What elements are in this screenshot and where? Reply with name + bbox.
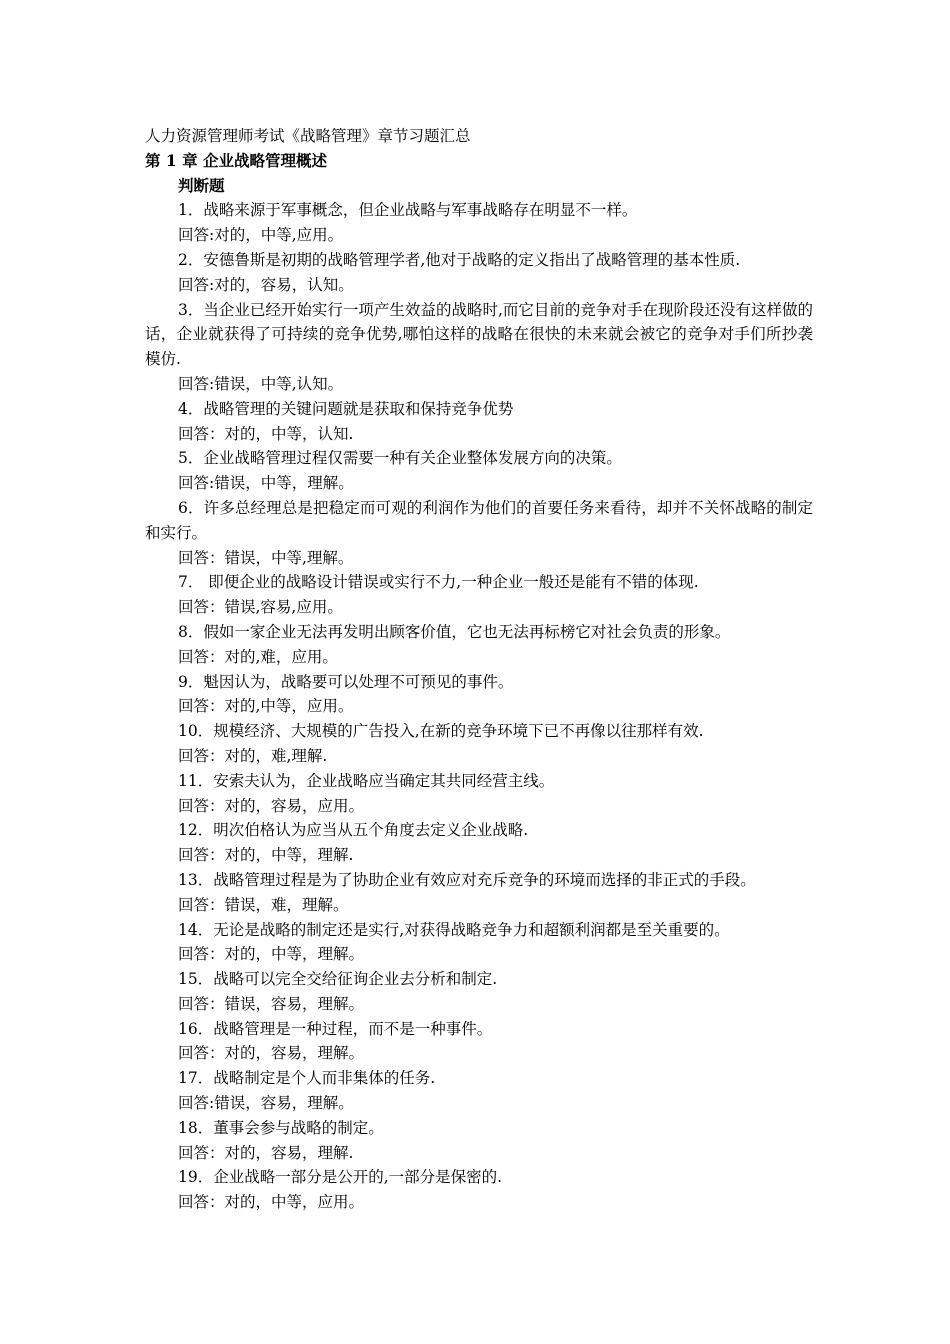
answer-text: 回答:错误，中等,认知。 <box>178 374 344 393</box>
answer-text: 回答：对的，中等，理解。 <box>178 945 365 964</box>
answer-text: 回答：对的，中等，认知. <box>178 424 354 443</box>
question-text: 5．企业战略管理过程仅需要一种有关企业整体发展方向的决策。 <box>178 449 622 468</box>
answer-text: 回答：对的，容易，理解. <box>178 1143 354 1162</box>
document-body <box>145 124 813 1215</box>
question-text: 6．许多总经理总是把稳定而可观的利润作为他们的首要任务来看待，却并不关怀战略的制定和实行。 <box>145 498 813 542</box>
question-text: 9．魁因认为，战略要可以处理不可预见的事件。 <box>178 672 514 691</box>
answer-text: 回答:错误，中等，理解。 <box>178 474 354 493</box>
section-heading: 判断题 <box>178 175 225 195</box>
answer-text: 回答：错误，难，理解。 <box>178 895 349 914</box>
answer-text: 回答：错误，中等,理解。 <box>178 548 354 567</box>
question-text: 2．安德鲁斯是初期的战略管理学者,他对于战略的定义指出了战略管理的基本性质. <box>178 250 741 269</box>
question-text: 14．无论是战略的制定还是实行,对获得战略竞争力和超额利润都是至关重要的。 <box>178 920 730 939</box>
question-text: 1．战略来源于军事概念，但企业战略与军事战略存在明显不一样。 <box>178 201 638 220</box>
question-text: 17．战略制定是个人而非集体的任务. <box>178 1069 436 1088</box>
question-text: 16．战略管理是一种过程，而不是一种事件。 <box>178 1019 493 1038</box>
question-text: 15．战略可以完全交给征询企业去分析和制定. <box>178 970 498 989</box>
question-text: 13．战略管理过程是为了协助企业有效应对充斥竞争的环境而选择的非正式的手段。 <box>178 870 756 889</box>
answer-text: 回答：对的，容易，理解。 <box>178 1044 365 1063</box>
question-text: 8．假如一家企业无法再发明出顾客价值，它也无法再标榜它对社会负责的形象。 <box>178 622 731 641</box>
answer-text: 回答：错误，容易，理解。 <box>178 994 365 1013</box>
document-title: 人力资源管理师考试《战略管理》章节习题汇总 <box>145 127 471 145</box>
question-text: 3．当企业已经开始实行一项产生效益的战略时,而它目前的竞争对手在现阶段还没有这样做的话，企业就获得了可持续的竞争优势,哪怕这样的战略在很快的未来就会被它的竞争对手们所抄袭模仿. <box>145 300 813 369</box>
answer-text: 回答：错误,容易,应用。 <box>178 598 343 617</box>
question-text: 7． 即便企业的战略设计错误或实行不力,一种企业一般还是能有不错的体现. <box>178 573 699 592</box>
answer-text: 回答:对的，容易，认知。 <box>178 275 354 294</box>
answer-text: 回答：对的，容易，应用。 <box>178 796 365 815</box>
answer-text: 回答：对的，中等，应用。 <box>178 1193 365 1212</box>
question-text: 12．明次伯格认为应当从五个角度去定义企业战略. <box>178 821 529 840</box>
question-text: 4．战略管理的关键问题就是获取和保持竞争优势 <box>178 399 514 418</box>
answer-text: 回答：对的,难，应用。 <box>178 647 338 666</box>
answer-text: 回答:对的，中等,应用。 <box>178 226 344 245</box>
question-text: 18．董事会参与战略的制定。 <box>178 1118 384 1137</box>
question-text: 10．规模经济、大规模的广告投入,在新的竞争环境下已不再像以往那样有效. <box>178 722 704 741</box>
question-text: 11．安索夫认为，企业战略应当确定其共同经营主线。 <box>178 771 555 790</box>
answer-text: 回答：对的，难,理解. <box>178 746 328 765</box>
answer-text: 回答:错误，容易，理解。 <box>178 1094 354 1113</box>
answer-text: 回答：对的，中等，理解. <box>178 846 354 865</box>
question-list <box>145 198 813 1215</box>
chapter-heading: 第 1 章 企业战略管理概述 <box>145 150 327 170</box>
answer-text: 回答：对的,中等，应用。 <box>178 697 354 716</box>
question-text: 19．企业战略一部分是公开的,一部分是保密的. <box>178 1168 503 1187</box>
